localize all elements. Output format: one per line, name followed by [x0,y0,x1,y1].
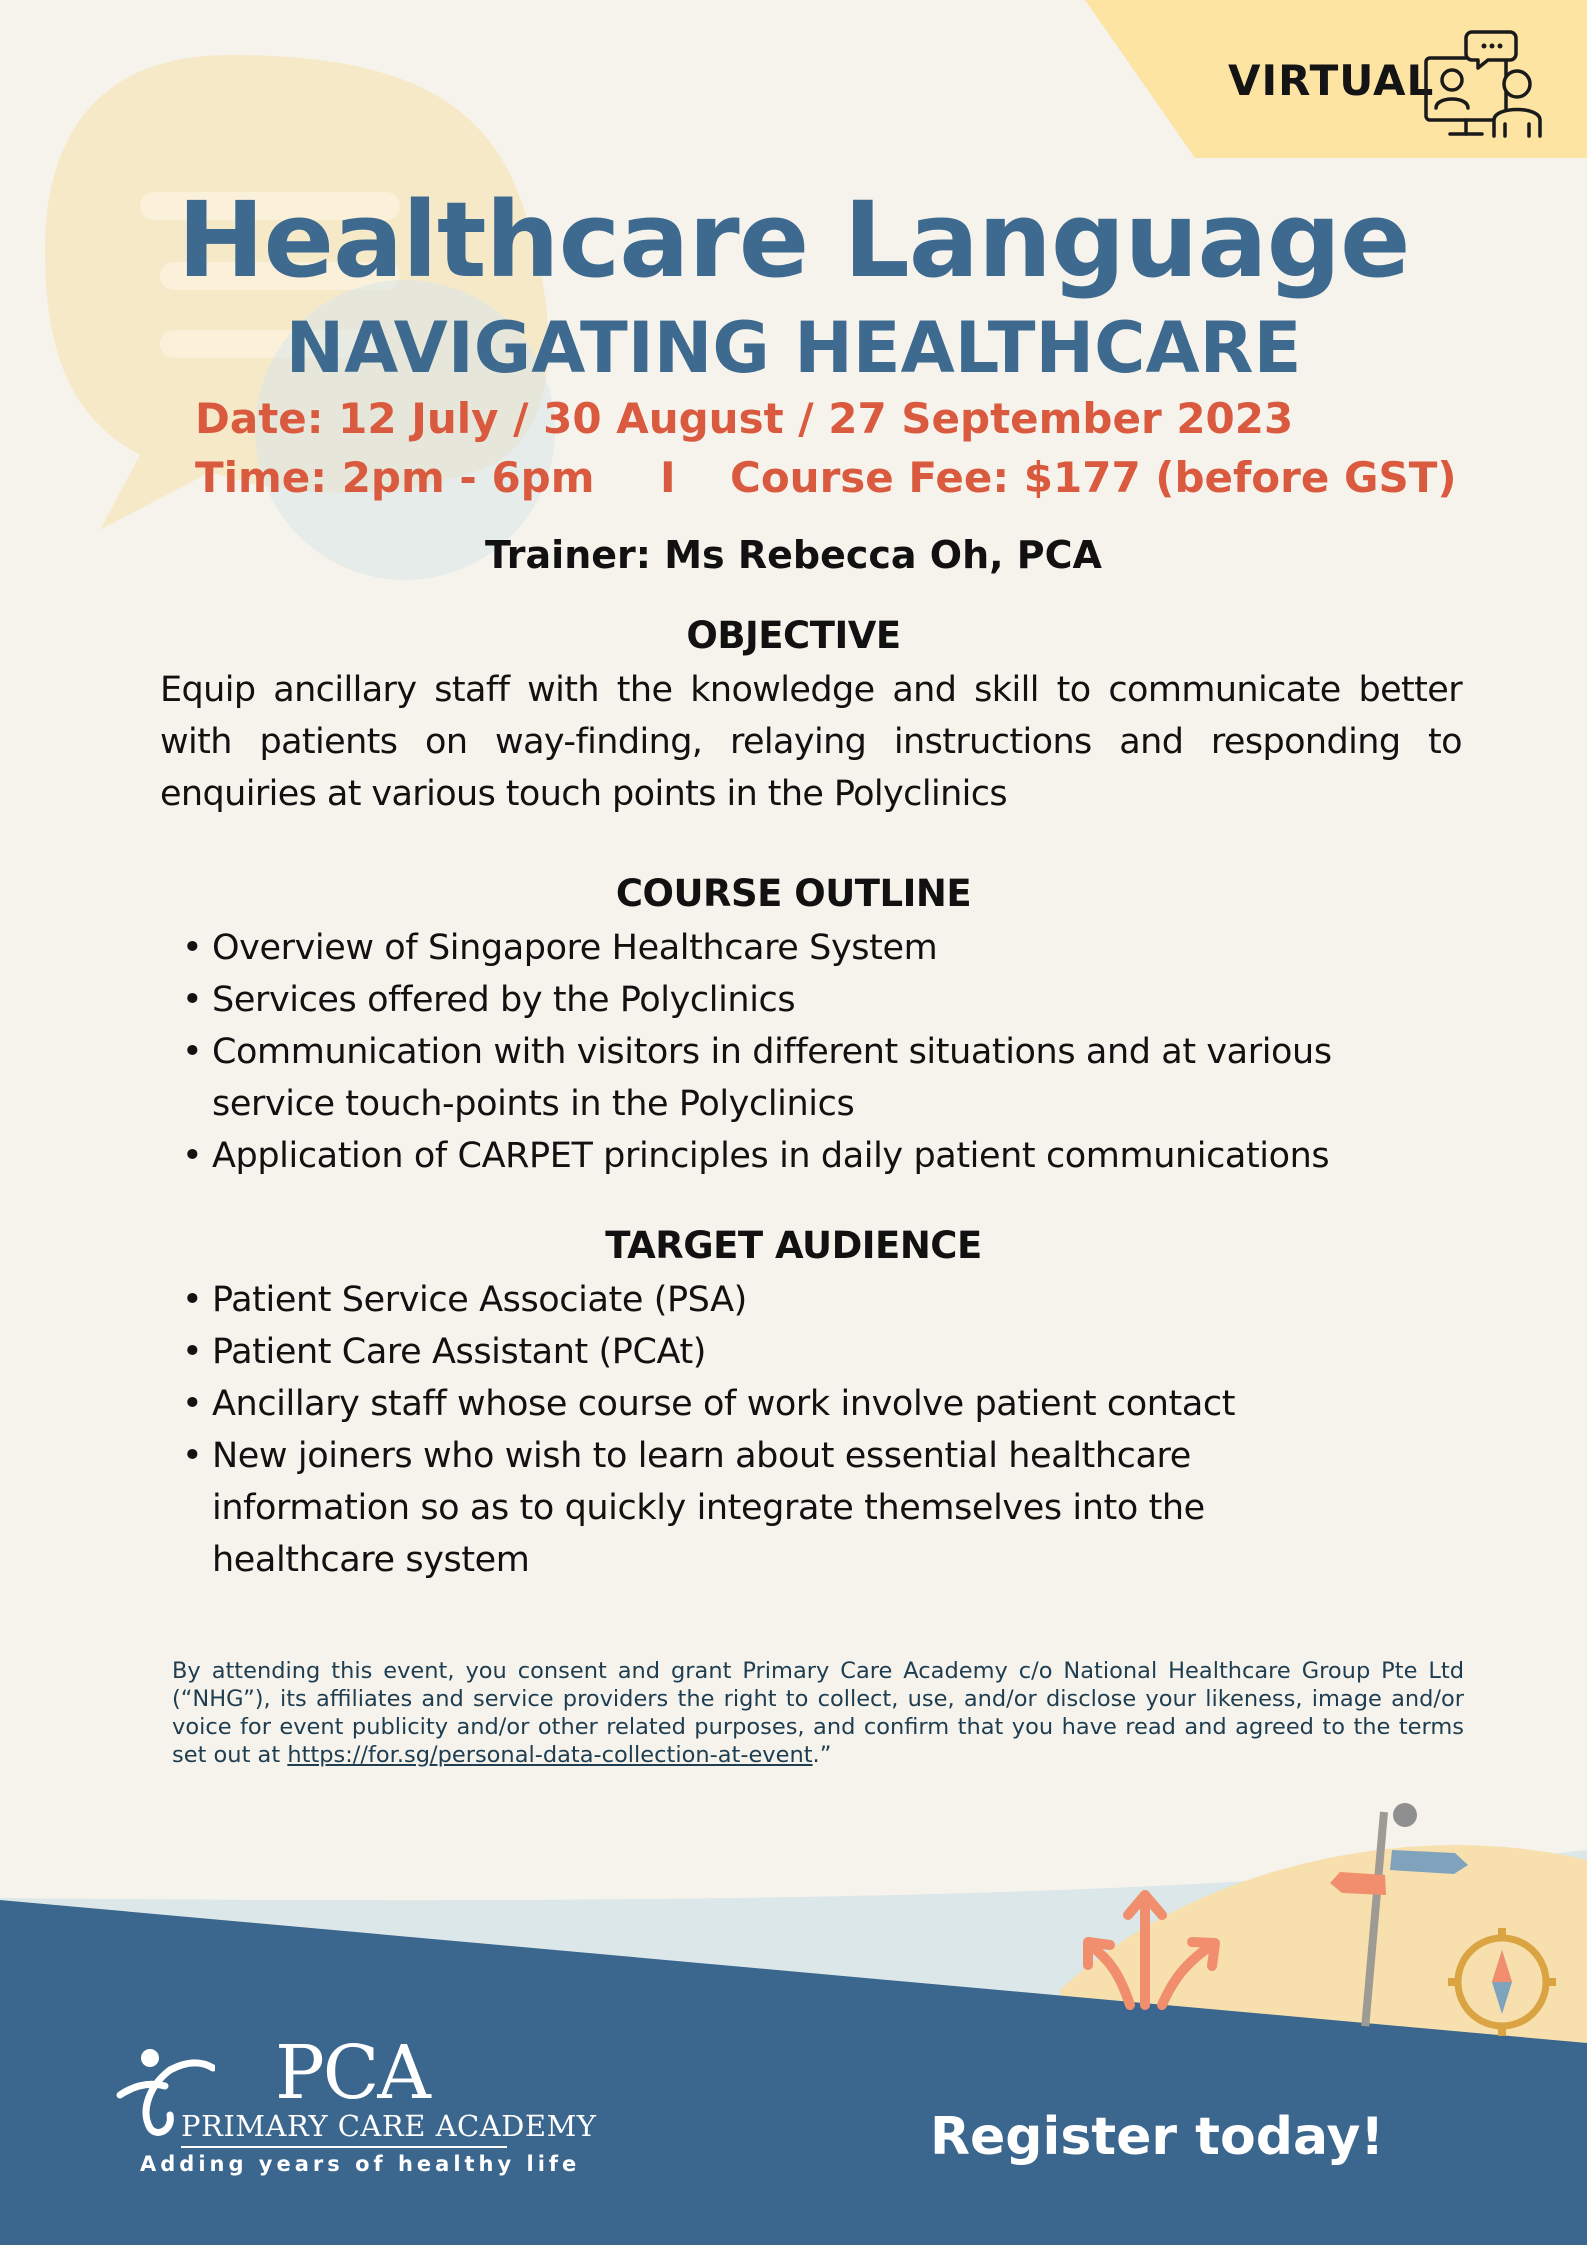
bullet-icon: • [182,928,203,968]
register-cta[interactable]: Register today! [930,2107,1385,2167]
bullet-icon: • [182,1384,203,1424]
bullet-icon: • [182,1280,203,1320]
course-outline-list [180,922,1480,1182]
list-item: • Patient Care Assistant (PCAt) [180,1326,1480,1378]
list-item: • Ancillary staff whose course of work involve patient contact [180,1378,1480,1430]
objective-text: Equip ancillary staff with the knowledge and skill to communicate better with patients on way-finding, relaying instructions and responding to enquiries at various touch points in the Polyclinics [160,670,1462,814]
pca-tagline: Adding years of healthy life [140,2152,581,2176]
event-dates: Date: 12 July / 30 August / 27 September 2023 [195,394,1294,443]
list-item: • Application of CARPET principles in daily patient communications [180,1130,1480,1182]
pca-logo-divider [181,2146,507,2148]
page-title: Healthcare Language [177,179,1410,301]
list-item: • Communication with visitors in different situations and at various service touch-points in the Polyclinics [180,1026,1462,1130]
list-item: • Patient Service Associate (PSA) [180,1274,1480,1326]
list-item: • Services offered by the Polyclinics [180,974,1480,1026]
consent-disclaimer: By attending this event, you consent and grant Primary Care Academy c/o National Healthcare Group Pte Ltd (“NHG”), its affiliates and service providers the right to collect, use, and/or disclose your likeness, image and/or voice for event publicity and/or other related purposes, and confirm that you have read and agreed to the terms set out at https://for.sg/personal-data-collection-at-event.” [172,1658,1464,1768]
bullet-icon: • [182,1032,203,1072]
trainer-name: Trainer: Ms Rebecca Oh, PCA [485,533,1102,577]
bullet-icon: • [182,1332,203,1372]
video-call-icon [1422,28,1547,143]
virtual-badge-label: VIRTUAL [1228,56,1435,105]
event-time: Time: 2pm - 6pm [195,453,595,502]
list-item: • New joiners who wish to learn about essential healthcare information so as to quickly integrate themselves into the healthcare system [180,1430,1272,1586]
bullet-icon: • [182,980,203,1020]
objective-heading: OBJECTIVE [686,614,901,657]
pca-logo-letters: PCA [275,2030,429,2116]
schedule-separator: I [660,453,676,502]
course-outline-heading: COURSE OUTLINE [615,872,972,915]
list-item: • Overview of Singapore Healthcare System [180,922,1480,974]
bullet-icon: • [182,1436,203,1476]
pca-logo-name: PRIMARY CARE ACADEMY [181,2109,597,2143]
bullet-icon: • [182,1136,203,1176]
target-audience-heading: TARGET AUDIENCE [605,1224,982,1267]
page-subtitle: NAVIGATING HEALTHCARE [285,307,1302,389]
target-audience-list [180,1274,1480,1586]
personal-data-link[interactable]: https://for.sg/personal-data-collection-at-event [287,1742,813,1768]
course-fee: Course Fee: $177 (before GST) [730,453,1457,502]
